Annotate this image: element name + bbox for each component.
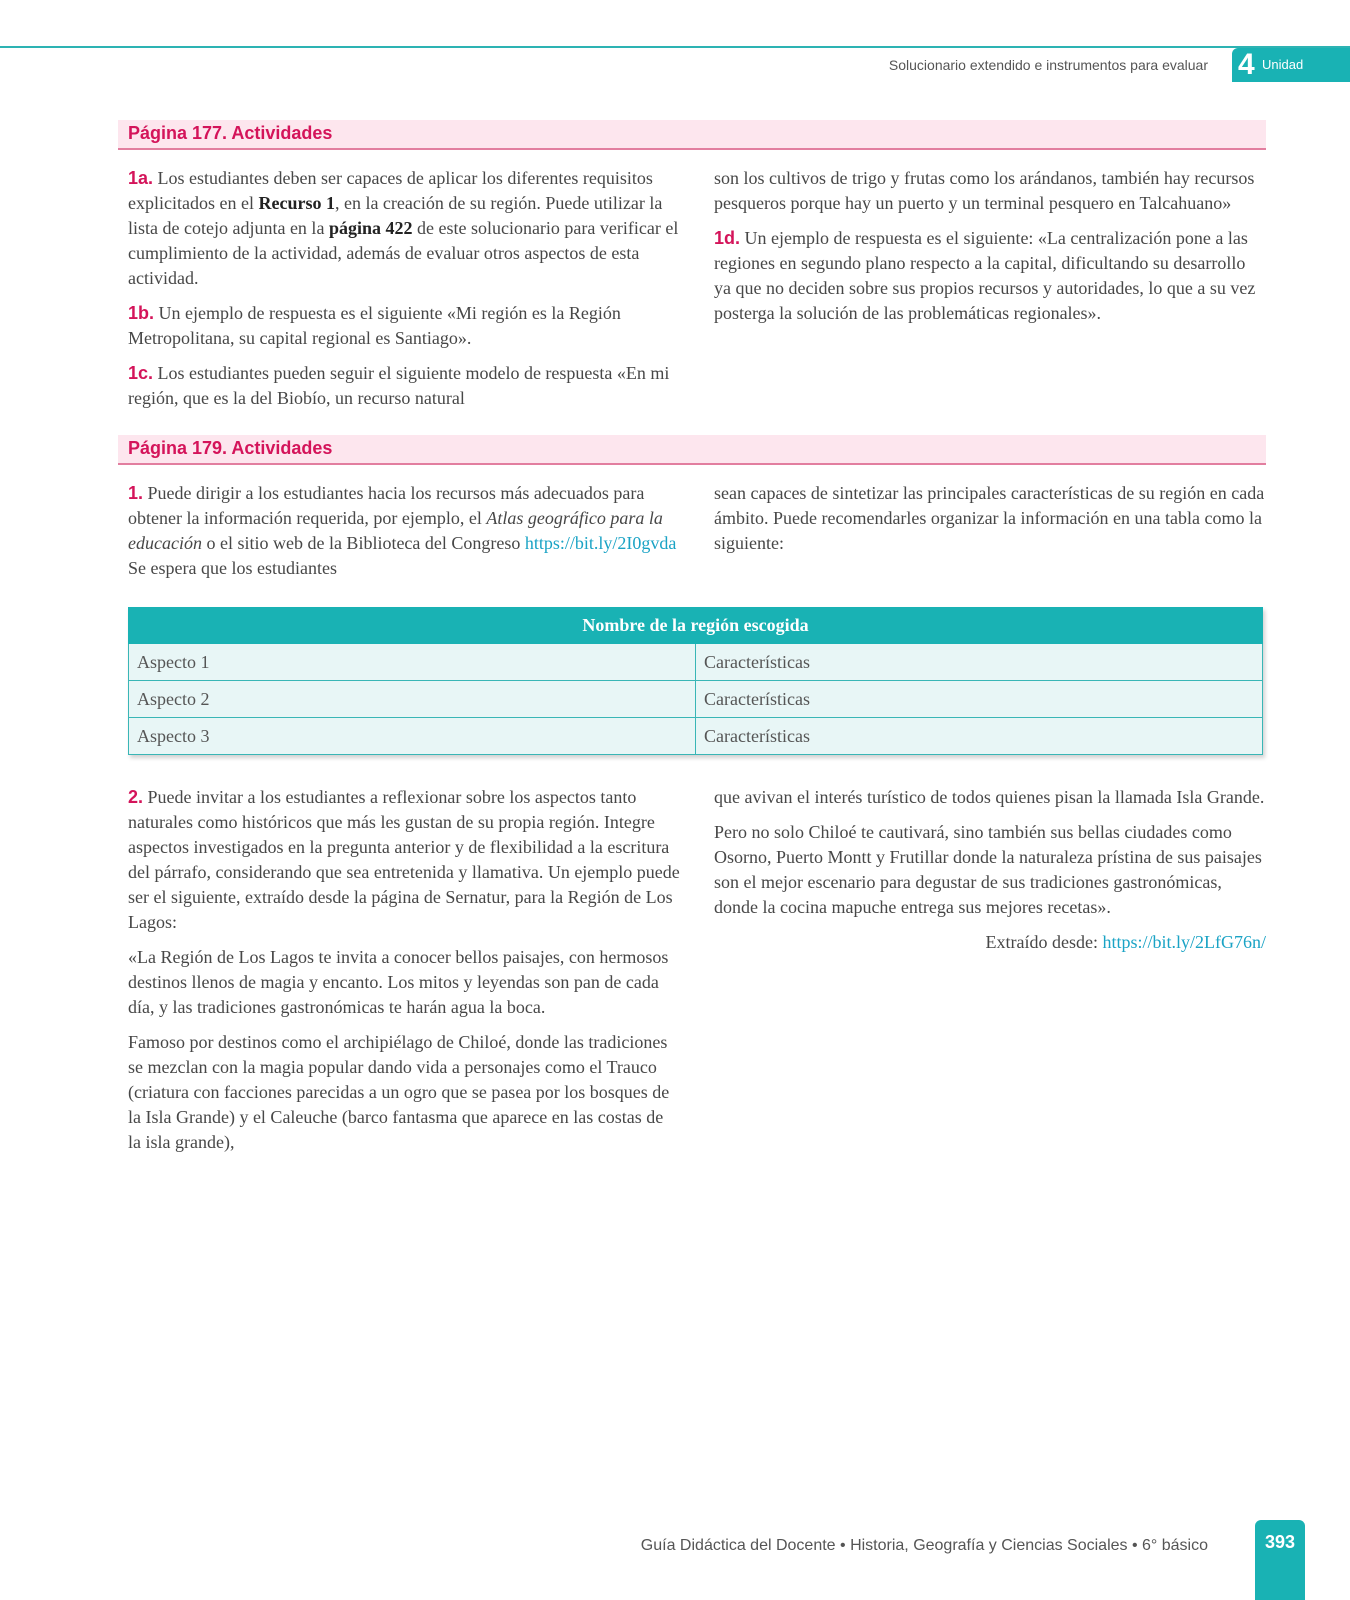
sernatur-link[interactable]: https://bit.ly/2LfG76n/ [1102, 932, 1266, 952]
atlas-title: Atlas geográfico para la educación [128, 508, 663, 553]
section-header-179 [118, 435, 1266, 465]
answer-1: 1. Puede dirigir a los estudiantes hacia los recursos más adecuados para obtener la información requerida, por ejemplo, el Atlas geográfico para la educación o el sitio web de la Biblioteca del Congreso https://bit.ly/2I0gvda Se espera que los estudiantes [128, 483, 677, 578]
table-cell-aspect: Aspecto 1 [129, 644, 696, 681]
answer-1b: 1b. Un ejemplo de respuesta es el siguiente «Mi región es la Región Metropolitana, su capital regional es Santiago». [128, 303, 621, 348]
table-row [129, 644, 1263, 681]
section-title: Página 177. Actividades [128, 123, 333, 143]
table-cell-value: Características [696, 718, 1263, 755]
source-label: Extraído desde: [985, 932, 1103, 952]
answer-1a: 1a. Los estudiantes deben ser capaces de aplicar los diferentes requisitos explicitados en el Recurso 1, en la creación de su región. Puede utilizar la lista de cotejo adjunta en la página 422 de este solucionario para verificar el cumplimiento de la actividad, además de evaluar otros aspectos de esta actividad. [128, 168, 679, 288]
quote-paragraph-1: «La Región de Los Lagos te invita a conocer bellos paisajes, con hermosos destinos llenos de magia y encanto. Los mitos y leyendas son pan de cada día, y las tradiciones gastronómicas te harán agua la boca. [128, 947, 669, 1017]
footer-text: Guía Didáctica del Docente • Historia, Geografía y Ciencias Sociales • 6° básico [640, 1537, 1208, 1554]
answer-label: 1d. [714, 228, 741, 248]
section1-left-column [128, 166, 680, 421]
section-header-177 [118, 120, 1266, 150]
answer-2: 2. Puede invitar a los estudiantes a reflexionar sobre los aspectos tanto naturales como históricos que más les gustan de su propia región. Integre aspectos investigados en la pregunta anterior y de flexibilidad a la escritura del párrafo, considerando que sea entretenida y llamativa. Un ejemplo puede ser el siguiente, extraído desde la página de Sernatur, para la Región de Los Lagos: [128, 787, 680, 932]
source-citation [714, 930, 1266, 955]
answer-label: 1a. [128, 168, 154, 188]
section1-right-column [714, 166, 1266, 336]
table-cell-value: Características [696, 644, 1263, 681]
answer-label: 2. [128, 787, 144, 807]
table-header: Nombre de la región escogida [129, 608, 1263, 644]
header-rule [0, 46, 1350, 48]
header-title: Solucionario extendido e instrumentos para evaluar [888, 57, 1208, 73]
section-title: Página 179. Actividades [128, 438, 333, 458]
page-number: 393 [1264, 1532, 1296, 1552]
table-cell-value: Características [696, 681, 1263, 718]
table-cell-aspect: Aspecto 3 [129, 718, 696, 755]
answer-1d: 1d. Un ejemplo de respuesta es el siguiente: «La centralización pone a las regiones en segundo plano respecto a la capital, dificultando su desarrollo ya que no deciden sobre sus propios recursos y autoridades, lo que a su vez posterga la solución de las problemáticas regionales». [714, 228, 1256, 323]
answer-label: 1b. [128, 303, 155, 323]
answer-1c: 1c. Los estudiantes pueden seguir el siguiente modelo de respuesta «En mi región, que es la del Biobío, un recurso natural [128, 363, 670, 408]
page-tab [1255, 1520, 1305, 1600]
table-row [129, 718, 1263, 755]
bold-text: Recurso 1 [258, 193, 335, 213]
quote-paragraph-3: Pero no solo Chiloé te cautivará, sino también sus bellas ciudades como Osorno, Puerto Montt y Frutillar donde la naturaleza prístina de sus paisajes son el mejor escenario para degustar de sus tradiciones gastronómicas, donde la cocina mapuche entrega sus mejores recetas». [714, 822, 1262, 917]
biblioteca-link[interactable]: https://bit.ly/2I0gvda [524, 533, 677, 553]
answer-label: 1. [128, 483, 144, 503]
section2-right-column [714, 481, 1266, 566]
region-table [128, 607, 1263, 755]
quote-paragraph-2: Famoso por destinos como el archipiélago de Chiloé, donde las tradiciones se mezclan con la magia popular dando vida a personajes como el Trauco (criatura con facciones parecidas a un ogro que se pasea por los bosques de la Isla Grande) y el Caleuche (barco fantasma que aparece en las costas de la isla grande), [128, 1032, 670, 1152]
table-row [129, 681, 1263, 718]
section2-lower-left-column [128, 785, 680, 1165]
unit-label: Unidad [1262, 57, 1304, 72]
answer-1-continued: sean capaces de sintetizar las principales características de su región en cada ámbito. Puede recomendarles organizar la información en una tabla como la siguiente: [714, 483, 1265, 553]
unit-tab [1232, 48, 1350, 82]
table-cell-aspect: Aspecto 2 [129, 681, 696, 718]
answer-1c-continued: son los cultivos de trigo y frutas como los arándanos, también hay recursos pesqueros porque hay un puerto y un terminal pesquero en Talcahuano» [714, 168, 1255, 213]
answer-label: 1c. [128, 363, 154, 383]
section2-left-column [128, 481, 680, 591]
bold-text: página 422 [328, 218, 413, 238]
quote-paragraph-2-continued: que avivan el interés turístico de todos quienes pisan la llamada Isla Grande. [714, 787, 1265, 807]
section2-lower-right-column [714, 785, 1266, 965]
unit-number: 4 [1238, 48, 1255, 81]
